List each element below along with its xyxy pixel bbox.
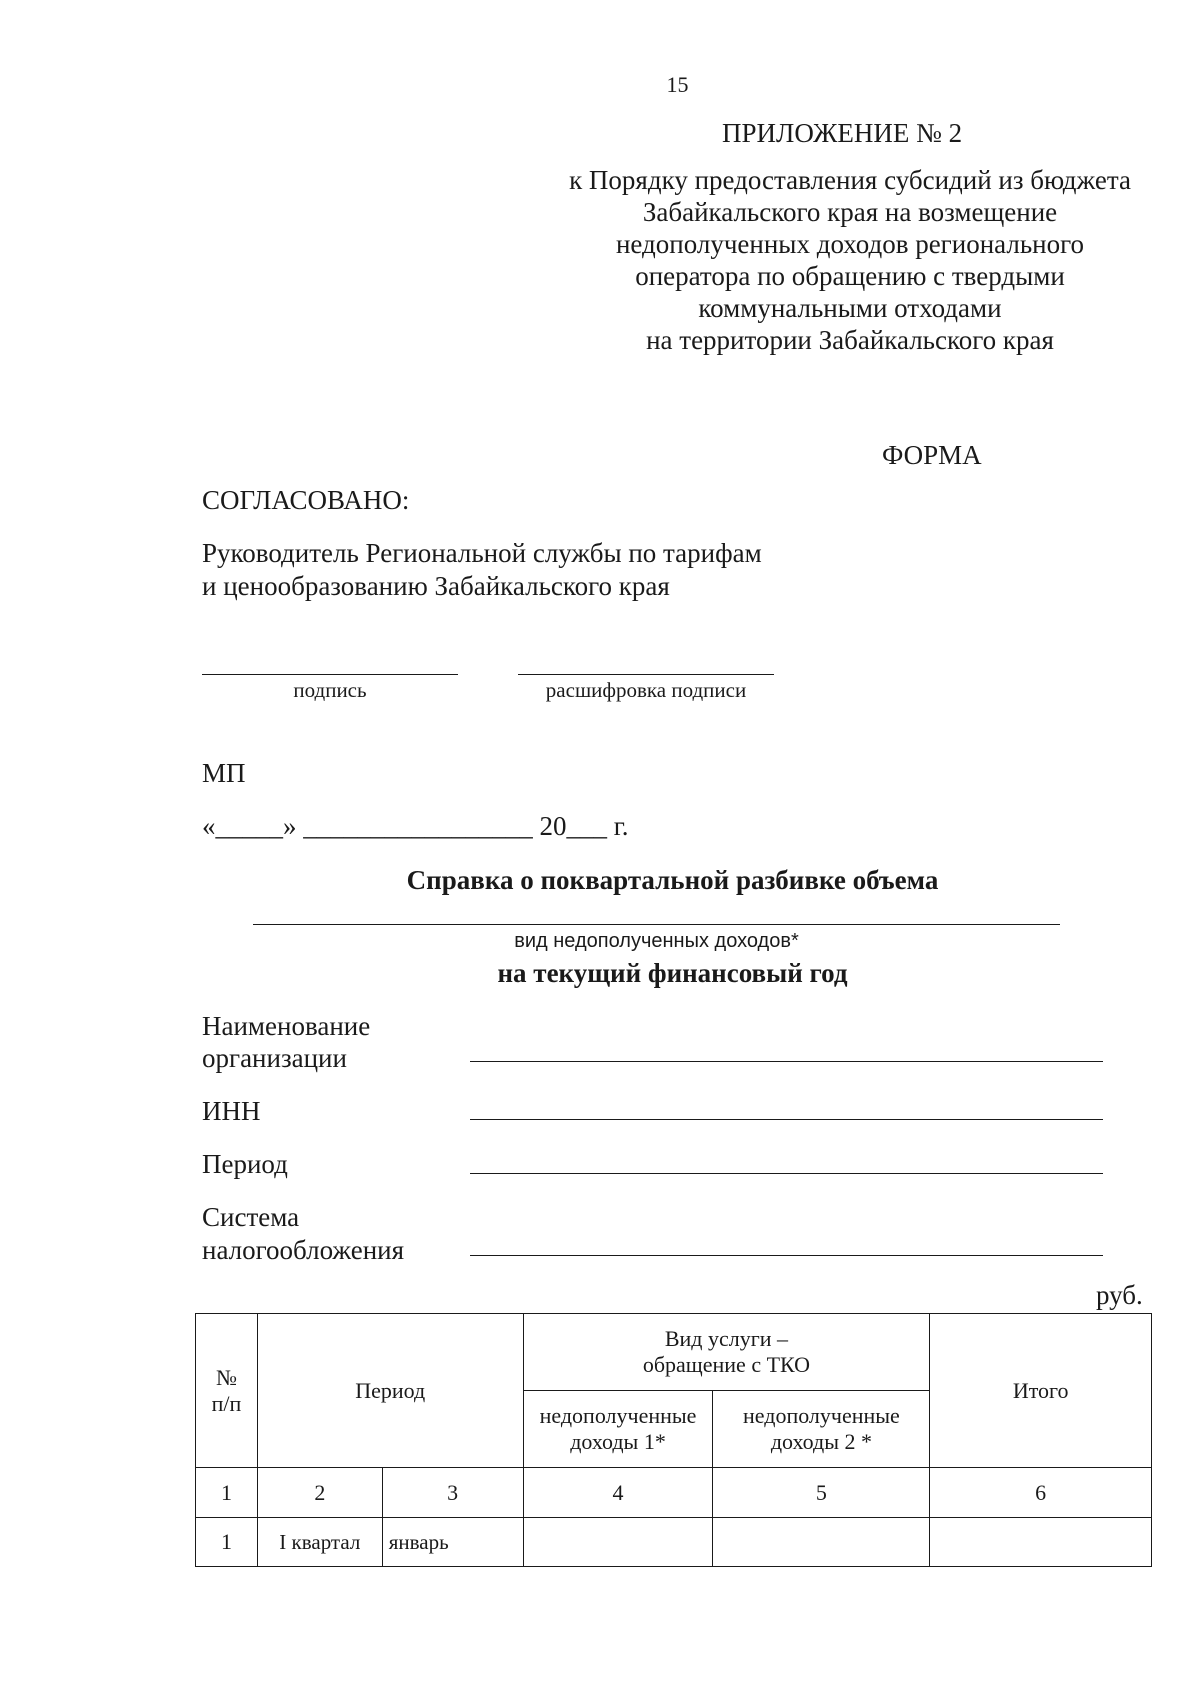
signature-decode-label: расшифровка подписи — [545, 678, 747, 702]
column-number: 3 — [382, 1468, 523, 1518]
signature-decode-line — [518, 674, 774, 675]
header-service-line2: обращение с ТКО — [642, 1352, 811, 1377]
header-income2-line1: недополученные — [743, 1403, 900, 1428]
document-title: Справка о поквартальной разбивке объема — [406, 865, 939, 895]
header-num — [196, 1314, 258, 1468]
appendix-subtitle-line: недополученных доходов регионального — [615, 229, 1085, 259]
inn-label: ИНН — [202, 1096, 261, 1126]
row-total-cell[interactable] — [930, 1518, 1152, 1567]
period-label: Период — [202, 1149, 288, 1179]
page-number: 15 — [666, 72, 689, 97]
header-income2 — [713, 1391, 930, 1468]
column-number: 2 — [257, 1468, 382, 1518]
column-number: 5 — [713, 1468, 930, 1518]
inn-field[interactable] — [470, 1119, 1103, 1120]
column-number: 6 — [930, 1468, 1152, 1518]
signature-label: подпись — [293, 678, 367, 702]
quarterly-breakdown-table — [195, 1313, 1152, 1567]
date-line: «_____» _________________ 20___ г. — [202, 811, 629, 841]
column-number-row — [196, 1468, 1152, 1518]
row-income1-cell[interactable] — [523, 1518, 713, 1567]
approval-heading: СОГЛАСОВАНО: — [202, 485, 410, 515]
org-name-field[interactable] — [470, 1061, 1103, 1062]
tax-system-label-line1: Система — [202, 1202, 300, 1232]
tax-system-field[interactable] — [470, 1255, 1103, 1256]
income-type-hint: вид недополученных доходов* — [514, 930, 799, 952]
document-subtitle: на текущий финансовый год — [497, 958, 848, 988]
header-num-line1: № — [215, 1364, 237, 1390]
approver-position-line2: и ценообразованию Забайкальского края — [202, 571, 670, 601]
org-name-label-line2: организации — [202, 1043, 347, 1073]
period-field[interactable] — [470, 1173, 1103, 1174]
approver-position-line1: Руководитель Региональной службы по тарифам — [202, 538, 762, 568]
appendix-title: ПРИЛОЖЕНИЕ № 2 — [722, 118, 963, 148]
appendix-subtitle-line: к Порядку предоставления субсидий из бюджета — [569, 165, 1131, 195]
header-num-line2: п/п — [211, 1390, 242, 1416]
header-total: Итого — [930, 1314, 1152, 1468]
appendix-subtitle-line: оператора по обращению с твердыми — [635, 261, 1065, 291]
appendix-subtitle-line: на территории Забайкальского края — [646, 325, 1054, 355]
signature-line — [202, 674, 458, 675]
row-month-cell: январь — [382, 1518, 523, 1567]
header-income1-line1: недополученные — [539, 1403, 697, 1428]
org-name-label-line1: Наименование — [202, 1011, 371, 1041]
table-row — [196, 1518, 1152, 1567]
column-number: 4 — [523, 1468, 713, 1518]
row-num-cell: 1 — [196, 1518, 258, 1567]
row-quarter-cell: I квартал — [257, 1518, 382, 1567]
header-income1-line2: доходы 1* — [570, 1429, 666, 1454]
form-label: ФОРМА — [882, 440, 982, 470]
income-type-line — [253, 924, 1060, 925]
appendix-subtitle-line: коммунальными отходами — [698, 293, 1002, 323]
header-service-line1: Вид услуги – — [664, 1326, 789, 1351]
stamp-label: МП — [202, 758, 246, 788]
appendix-subtitle-line: Забайкальского края на возмещение — [642, 197, 1058, 227]
header-service — [523, 1314, 930, 1391]
header-period: Период — [257, 1314, 523, 1468]
tax-system-label-line2: налогообложения — [202, 1235, 405, 1265]
row-income2-cell[interactable] — [713, 1518, 930, 1567]
header-income2-line2: доходы 2 * — [770, 1429, 872, 1454]
currency-label: руб. — [1096, 1280, 1143, 1310]
column-number: 1 — [196, 1468, 258, 1518]
appendix-subtitle — [540, 164, 1160, 356]
header-income1 — [523, 1391, 713, 1468]
